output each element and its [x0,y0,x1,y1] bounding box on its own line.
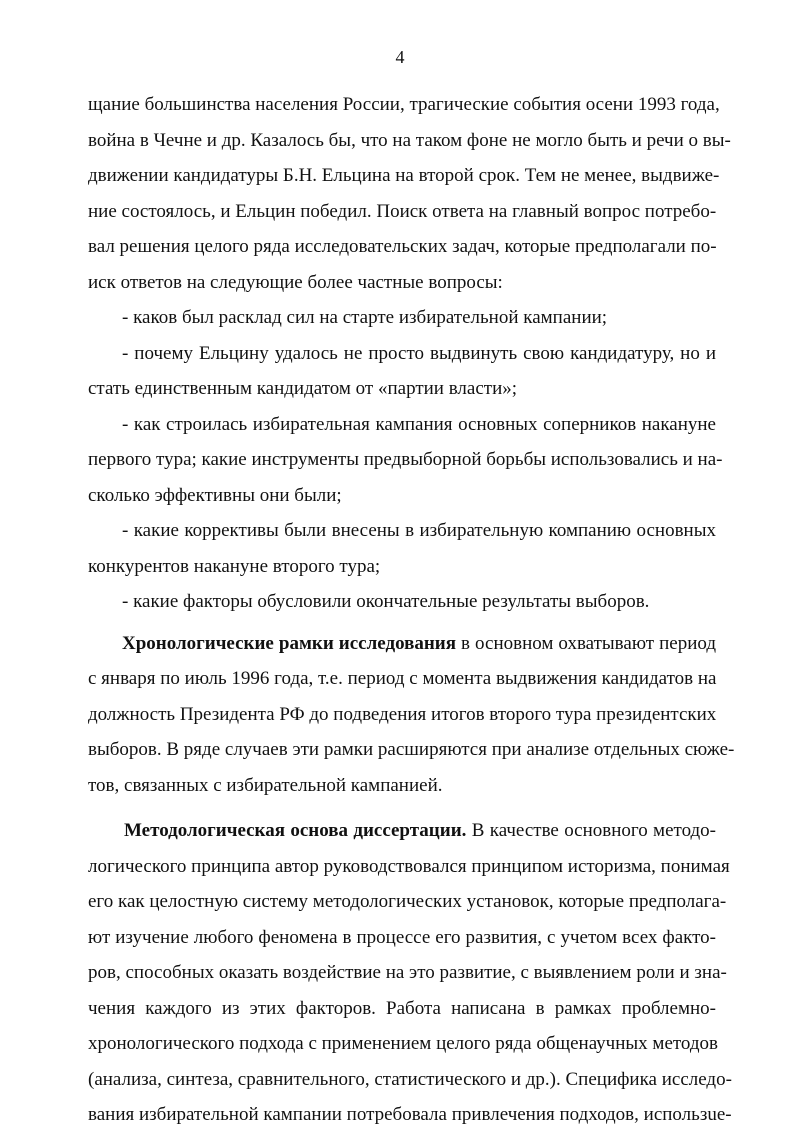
bold-heading-methodology: Методологическая основа диссертации. [124,820,467,841]
text-line: иск ответов на следующие более частные вопросы: [88,271,503,293]
text-line: движении кандидатуры Б.Н. Ельцина на второй срок. Тем не менее, выдвиже- [88,165,720,186]
text-line: логического принципа автор руководствовался принципом историзма, понимая [88,855,730,877]
text-line: с января по июль 1996 года, т.е. период с момента выдвижения кандидатов на [88,668,717,689]
text-line: конкурентов накануне второго тура; [88,555,381,577]
text-line: щание большинства населения России, трагические события осени 1993 года, [88,94,720,115]
text-line: война в Чечне и др. Казалось бы, что на таком фоне не могло быть и речи о вы- [88,129,731,151]
text-line: сколько эффективны они были; [88,484,342,506]
text-line: хронологического подхода с применением целого ряда общенаучных методов [88,1033,719,1054]
text-line: вал решения целого ряда исследовательских задач, которые предполагали по- [88,236,717,257]
text-segment: В качестве основного методо- [471,820,717,841]
text-line: тов, связанных с избирательной кампанией. [88,774,443,796]
text-line: выборов. В ряде случаев эти рамки расширяются при анализе отдельных сюже- [88,739,735,760]
text-line: его как целостную систему методологических установок, которые предполага- [88,891,727,912]
text-line: вания избирательной кампании потребовала привлечения подходов, использue- [88,1104,732,1125]
paragraph-chronology [88,626,716,662]
text-line: ров, способных оказать воздействие на это развитие, с выявлением роли и зна- [88,962,727,983]
text-line: ют изучение любого феномена в процессе его развития, с учетом всех факто- [88,926,716,948]
list-item: - каков был расклад сил на старте избирательной кампании; [122,307,608,328]
text-line: ние состоялось, и Ельцин победил. Поиск ответа на главный вопрос потребо- [88,200,717,222]
text-line: должность Президента РФ до подведения итогов второго тура президентских [88,703,717,725]
list-item: - какие факторы обусловили окончательные результаты выборов. [122,591,650,612]
text-segment: в основном охватывают период [461,632,716,654]
text-line: стать единственным кандидатом от «партии власти»; [88,378,518,399]
list-item: - какие коррективы были внесены в избирательную компанию основных [122,520,716,541]
body-text [88,87,735,1133]
text-line: первого тура; какие инструменты предвыборной борьбы использовались и на- [88,449,723,470]
list-item: - как строилась избирательная кампания основных соперников накануне [122,413,716,435]
text-line: чения каждого из этих факторов. Работа написана в рамках проблемно- [88,997,716,1019]
page-number: 4 [395,47,405,67]
list-item: - почему Ельцину удалось не просто выдвинуть свою кандидатуру, но и [122,342,716,364]
text-line: (анализа, синтеза, сравнительного, статистического и др.). Специфика исследо- [88,1068,732,1090]
bold-heading-chronology: Хронологические рамки исследования [122,632,457,654]
paragraph-methodology [88,813,716,849]
